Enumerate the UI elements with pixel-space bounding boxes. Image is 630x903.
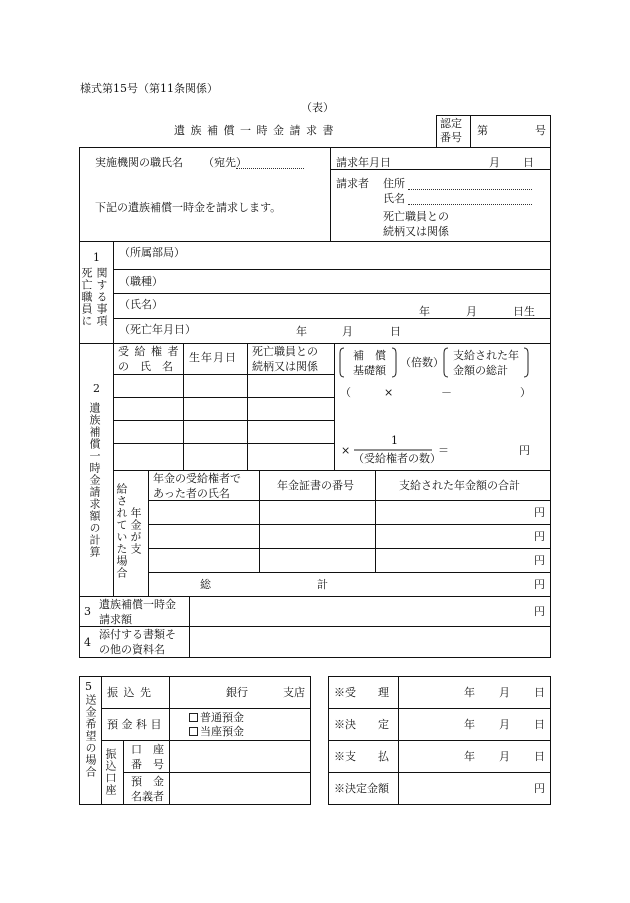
office-received-label: ※受 理 [334,686,389,699]
section2-label: 遺族補償一時金請求額の計算 [88,402,101,558]
death-year: 年 [296,325,307,338]
office-received-m: 月 [499,686,510,699]
pension-total-a: 総 [200,578,211,591]
formula-base-2: 基礎額 [353,364,386,377]
requester-relation-1: 死亡職員との [383,210,449,223]
formula-paid-2: 金額の総計 [453,364,508,377]
formula-paid-1: 支給された年 [453,349,519,362]
col-relation-2: 続柄又は関係 [252,360,318,373]
request-date-day: 日 [523,156,534,169]
pension-label-b: 年金が支 [129,507,142,555]
section4-label-2: の他の資料名 [99,643,165,656]
section4-label-1: 添付する書類そ [99,628,176,641]
current-checkbox[interactable] [189,727,198,736]
office-amount-label: ※決定金額 [334,782,389,795]
formula-base-1: 補 償 [353,349,386,362]
current-label: 当座預金 [200,725,244,738]
birth-month: 月 [466,305,477,318]
birth-year: 年 [419,305,430,318]
office-decided-y: 年 [464,718,475,731]
office-received-y: 年 [464,686,475,699]
ordinary-checkbox[interactable] [189,713,198,722]
section1-label-a: 死亡職員に [80,267,93,327]
requester-name-field[interactable] [408,204,532,205]
pension-col-name-1: 年金の受給権者で [153,472,241,485]
addressee-field[interactable] [236,168,304,169]
requester-address-field[interactable] [408,189,532,190]
col-recipient-2: の 氏 名 [118,360,173,373]
office-amount-yen: 円 [534,782,545,795]
birth-day: 日生 [513,305,535,318]
office-decided-m: 月 [499,718,510,731]
col-recipient-1: 受 給 権 者 [118,345,180,358]
acct-no-2: 番 号 [131,758,164,771]
office-received-d: 日 [534,686,545,699]
section2-number: 2 [93,382,100,395]
request-text: 下記の遺族補償一時金を請求します。 [95,201,282,214]
bank-label: 銀行 [226,686,248,699]
section5-number: 5 [85,680,92,693]
section1-number: 1 [93,251,100,264]
pension-col-total: 支給された年金額の合計 [399,479,520,492]
office-paid-label: ※支 払 [334,750,389,763]
section1-label-b: 関する事項 [95,267,108,327]
office-paid-d: 日 [534,750,545,763]
form-title: 遺 族 補 償 一 時 金 請 求 書 [174,124,335,137]
formula-numerator: 1 [391,434,398,447]
option-current[interactable] [189,725,244,738]
request-date-month: 月 [489,156,500,169]
col-relation-1: 死亡職員との [252,345,318,358]
formula-minus: － [441,386,452,399]
request-date-label: 請求年月日 [336,156,391,169]
requester-relation-2: 続柄又は関係 [383,225,449,238]
section5-label: 送金希望の場合 [84,694,97,778]
cert-no-label: 認定番号 [440,117,462,144]
pension-row1-yen: 円 [534,506,545,519]
death-date-label: （死亡年月日） [119,323,196,336]
formula-equals: ＝ [438,444,449,457]
office-decided-label: ※決 定 [334,718,389,731]
section3-number: 3 [84,605,91,618]
section3-label-2: 請求額 [99,613,132,626]
formula-yen: 円 [519,444,530,457]
job-label: （職種） [119,275,163,288]
pension-total-yen: 円 [534,578,545,591]
pension-label-a: 給されていた場合 [115,483,128,579]
addressee-to: （宛先） [203,156,247,169]
formula-paren-close: ） [520,386,531,399]
requester-label: 請求者 [336,177,369,190]
cert-no-go: 号 [535,124,546,137]
form-side: （表） [301,101,334,114]
office-paid-y: 年 [464,750,475,763]
pension-col-name-2: あった者の氏名 [153,487,230,500]
col-birth: 生年月日 [189,351,237,364]
requester-name-label: 氏名 [383,192,405,205]
section3-yen: 円 [534,605,545,618]
death-day: 日 [390,325,401,338]
deposit-type-label: 預 金 科 目 [107,718,162,731]
office-paid-m: 月 [499,750,510,763]
ordinary-label: 普通預金 [200,711,244,724]
acct-no-1: 口 座 [131,743,164,756]
formula-x: × [341,444,351,457]
formula-mult: × [384,386,394,399]
deceased-name-label: （氏名） [119,298,163,311]
formula-times: （倍数） [400,356,444,369]
death-month: 月 [342,325,353,338]
holder-1: 預 金 [131,775,164,788]
pension-row3-yen: 円 [534,554,545,567]
cert-no-dai: 第 [477,124,488,137]
pension-total-b: 計 [317,578,328,591]
branch-label: 支店 [283,686,305,699]
requester-address-label: 住所 [383,177,405,190]
transfer-account-label: 振込口座 [104,748,117,796]
section4-number: 4 [84,636,91,649]
transfer-dest-label: 振 込 先 [107,686,152,699]
dept-label: （所属部局） [119,246,185,259]
pension-row2-yen: 円 [534,530,545,543]
addressee-label: 実施機関の職氏名 [95,156,183,169]
pension-col-cert: 年金証書の番号 [277,479,354,492]
option-ordinary[interactable] [189,711,244,724]
formula-denominator: （受給権者の数） [353,452,441,465]
office-decided-d: 日 [534,718,545,731]
holder-2: 名義者 [131,790,164,803]
section3-label-1: 遺族補償一時金 [99,598,176,611]
formula-paren-open: （ [340,386,351,399]
form-number: 様式第15号（第11条関係） [80,82,218,95]
